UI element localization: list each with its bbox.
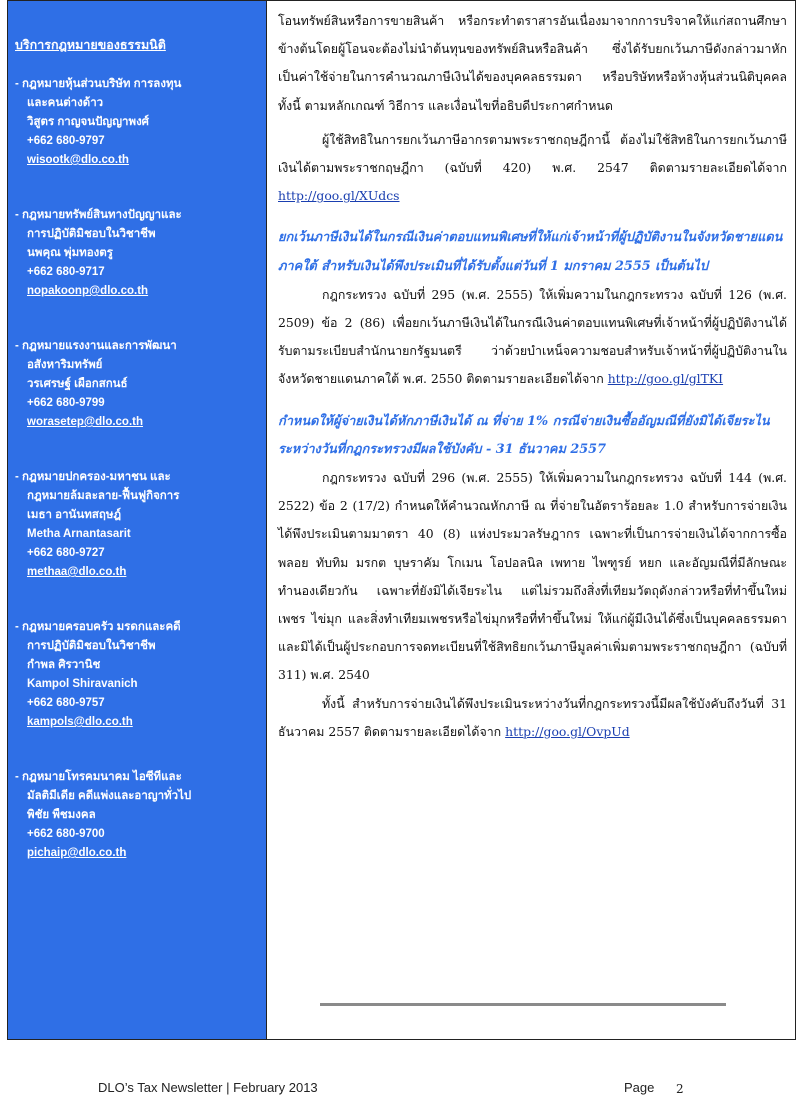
paragraph: โอนทรัพย์สินหรือการขายสินค้า หรือกระทำตราสารอันเนื่องมาจากการบริจาคให้แก่สถานศึกษาข้างต้นโดยผู้โอนจะต้องไม่นำต้นทุนของทรัพย์สินหรือสินค้า ซึ่งได้รับยกเว้นภาษีดังกล่าวมาหักเป็นค่าใช้จ่ายในการคำนวณภาษีเงินได้ของบุคคลธรรมดา หรือบริษัทหรือห้างหุ้นส่วนนิติบุคคล ทั้งนี้ ตามหลักเกณฑ์ วิธีการ และเงื่อนไขที่อธิบดีประกาศกำหนด [278, 13, 787, 113]
contact-block [15, 337, 260, 432]
contact-email-link[interactable]: kampols@dlo.co.th [27, 716, 133, 728]
paragraph-text: ผู้ใช้สิทธิในการยกเว้นภาษีอากรตามพระราชกฤษฎีกานี้ ต้องไม่ใช้สิทธิในการยกเว้นภาษีเงินได้ตามพระราชกฤษฎีกา (ฉบับที่ 420) พ.ศ. 2547 ติดตามรายละเอียดได้จาก [278, 131, 787, 176]
contact-email-link[interactable]: wisootk@dlo.co.th [27, 154, 129, 166]
contact-email [15, 844, 260, 863]
footer-title: DLO’s Tax Newsletter | February 2013 [98, 1080, 318, 1095]
contact-block [15, 468, 260, 582]
contact-text: เมธา อานันทสฤษฎ์ [27, 509, 122, 521]
paragraph-text: กฎกระทรวง ฉบับที่ 295 (พ.ศ. 2555) ให้เพิ่มความในกฎกระทรวง ฉบับที่ 126 (พ.ศ. 2509) ข้อ 2 (86) เพื่อยกเว้นภาษีเงินได้ในกรณีเงินค่าตอบแทนพิเศษที่เจ้าหน้าที่ผู้ปฏิบัติงานได้รับตามระเบียบสำนักนายกรัฐมนตรี ว่าด้วยบำเหน็จความชอบสำหรับเจ้าหน้าที่ผู้ปฏิบัติงานในจังหวัดชายแดนภาคใต้ พ.ศ. 2550 ติดตามรายละเอียดได้จาก [278, 286, 787, 387]
source-link[interactable]: http://goo.gl/glTKI [607, 371, 724, 387]
contact-email [15, 563, 260, 582]
article-column [268, 1, 795, 1039]
practice-area: - กฎหมายครอบครัว มรดกและคดี [15, 621, 181, 633]
paragraph [278, 281, 787, 394]
sidebar [8, 1, 267, 1039]
practice-area: - กฎหมายทรัพย์สินทางปัญญาและ [15, 209, 182, 221]
paragraph: กฎกระทรวง ฉบับที่ 296 (พ.ศ. 2555) ให้เพิ่มความในกฎกระทรวง ฉบับที่ 144 (พ.ศ. 2522) ข้อ 2 (17/2) กำหนดให้คำนวณหักภาษี ณ ที่จ่ายในอัตราร้อยละ 1.0 สำหรับการจ่ายเงินได้พึงประเมินตามมาตรา 40 (8) แห่งประมวลรัษฎากร เฉพาะที่เป็นการจ่ายเงินได้จากการซื้อพลอย ทับทิม มรกต บุษราคัม โกเมน โอปอลนิล เพทาย ไพฑูรย์ หยก และอัญมณีที่มีลักษณะทำนองเดียวกัน เฉพาะที่ยังมิได้เจียระไน แต่ไม่รวมถึงสิ่งที่เทียมวัตถุดังกล่าวหรือที่ทำขึ้นใหม่ เพชร ไข่มุก และสิ่งทำเทียมเพชรหรือไข่มุกหรือที่ทำขึ้นใหม่ ให้แก่ผู้มีเงินได้ซึ่งเป็นบุคคลธรรมดาและมิได้เป็นผู้ประกอบการจดทะเบียนที่ใช้สิทธิยกเว้นภาษีมูลค่าเพิ่มตามพระราชกฤษฎีกา (ฉบับที่ 311) พ.ศ. 2540 [278, 470, 787, 683]
practice-area: - กฎหมายหุ้นส่วนบริษัท การลงทุน [15, 78, 182, 90]
contact-email-link[interactable]: nopakoonp@dlo.co.th [27, 285, 149, 297]
contact-phone: +662 680-9799 [27, 397, 105, 409]
contact-list [15, 75, 260, 863]
contact-text: กำพล ศิรวานิช [27, 659, 101, 671]
contact-text: การปฏิบัติมิชอบในวิชาชีพ [27, 640, 156, 652]
contact-phone: +662 680-9757 [27, 697, 105, 709]
contact-text: นพคุณ พุ่มทองตรู [27, 247, 113, 259]
source-link[interactable]: http://goo.gl/XUdcs [278, 188, 400, 204]
contact-email-link[interactable]: pichaip@dlo.co.th [27, 847, 127, 859]
contact-phone: +662 680-9700 [27, 828, 105, 840]
paragraph [278, 690, 787, 746]
contact-text: วรเศรษฐ์ เผือกสกนธ์ [27, 378, 128, 390]
contact-text: มัลติมีเดีย คดีแพ่งและอาญาทั่วไป [27, 790, 192, 802]
sidebar-title: บริการกฎหมายของธรรมนิติ [15, 38, 166, 52]
source-link[interactable]: http://goo.gl/OvpUd [505, 723, 630, 739]
contact-phone: +662 680-9797 [27, 135, 105, 147]
newsletter-frame [7, 0, 796, 1040]
contact-text: พิชัย พืชมงคล [27, 809, 96, 821]
section-heading: ยกเว้นภาษีเงินได้ในกรณีเงินค่าตอบแทนพิเศษที่ให้แก่เจ้าหน้าที่ผู้ปฏิบัติงานในจังหวัดชายแดนภาคใต้ สำหรับเงินได้พึงประเมินที่ได้รับตั้งแต่วันที่ 1 มกราคม 2555 เป็นต้นไป [278, 230, 783, 274]
section-heading: กำหนดให้ผู้จ่ายเงินได้หักภาษีเงินได้ ณ ที่จ่าย 1% กรณีจ่ายเงินซื้ออัญมณีที่ยังมิได้เจียระไน ระหว่างวันที่กฎกระทรวงมีผลใช้บังคับ - 31 ธันวาคม 2557 [278, 413, 770, 457]
contact-email [15, 713, 260, 732]
contact-email [15, 151, 260, 170]
page-number: 2 [676, 1082, 684, 1096]
contact-phone: +662 680-9717 [27, 266, 105, 278]
contact-text: การปฏิบัติมิชอบในวิชาชีพ [27, 228, 156, 240]
contact-email-link[interactable]: worasetep@dlo.co.th [27, 416, 144, 428]
contact-text: Kampol Shiravanich [27, 678, 138, 690]
contact-block [15, 618, 260, 732]
practice-area: - กฎหมายปกครอง-มหาชน และ [15, 471, 171, 483]
paragraph [278, 126, 787, 211]
contact-text: Metha Arnantasarit [27, 528, 131, 540]
practice-area: - กฎหมายโทรคมนาคม ไอซีทีและ [15, 771, 182, 783]
page-label: Page [624, 1080, 655, 1095]
practice-area: - กฎหมายแรงงานและการพัฒนา [15, 340, 177, 352]
contact-text: กฎหมายล้มละลาย-ฟื้นฟูกิจการ [27, 490, 180, 502]
contact-block [15, 206, 260, 301]
contact-email [15, 282, 260, 301]
contact-block [15, 768, 260, 863]
contact-text: วิสูตร กาญจนปัญญาพงศ์ [27, 116, 149, 128]
contact-phone: +662 680-9727 [27, 547, 105, 559]
contact-text: และคนต่างด้าว [27, 97, 104, 109]
divider-line [320, 1003, 726, 1006]
contact-block [15, 75, 260, 170]
contact-email-link[interactable]: methaa@dlo.co.th [27, 566, 127, 578]
contact-email [15, 413, 260, 432]
contact-text: อสังหาริมทรัพย์ [27, 359, 103, 371]
paragraph-text: ทั้งนี้ สำหรับการจ่ายเงินได้พึงประเมินระหว่างวันที่กฎกระทรวงนี้มีผลใช้บังคับถึงวันที่ 31 ธันวาคม 2557 ติดตามรายละเอียดได้จาก [278, 695, 787, 739]
